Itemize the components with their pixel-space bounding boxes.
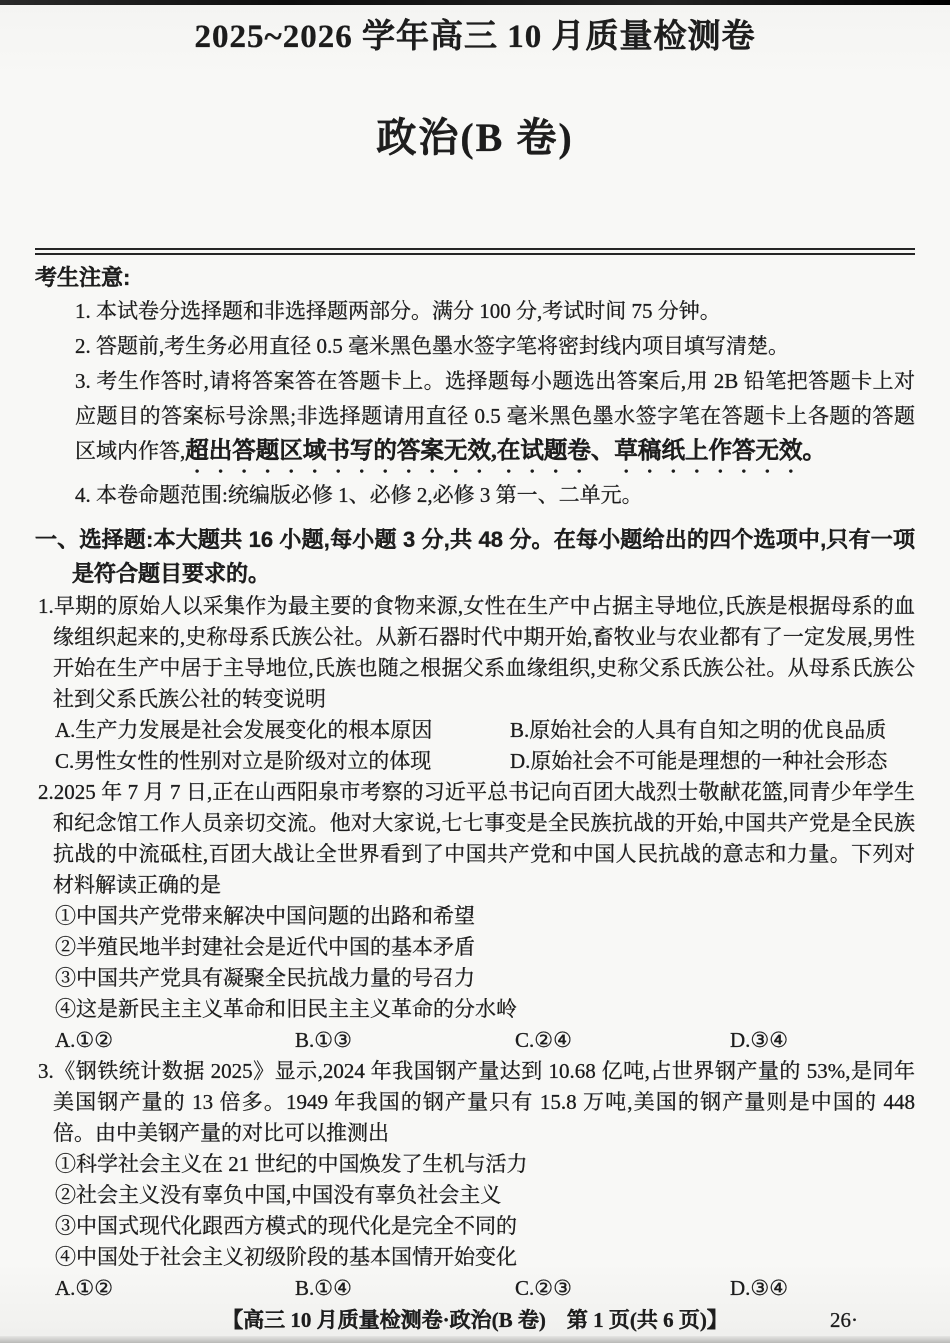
question-2-subitem-2: ②半殖民地半封建社会是近代中国的基本矛盾 xyxy=(55,935,475,959)
question-3-choices xyxy=(35,1273,915,1304)
question-1 xyxy=(35,591,915,777)
notice-item-2: 2. 答题前,考生务必用直径 0.5 毫米黑色墨水签字笔将密封线内项目填写清楚。 xyxy=(75,334,789,358)
question-2-choice-a: A.①② xyxy=(55,1028,114,1052)
question-1-options xyxy=(35,715,915,777)
question-3-stem: 《钢铁统计数据 2025》显示,2024 年我国钢产量达到 10.68 亿吨,占世界钢产量的 53%,是同年美国钢产量的 13 倍多。1949 年我国的钢产量只有 15.8 万吨,美国的钢产量则是中国的 448 倍。由中美钢产量的对比可以推测出 xyxy=(53,1059,915,1145)
notice-item-3-text: 3. 考生作答时,请将答案答在答题卡上。选择题每小题选出答案后,用 2B 铅笔把答题卡上对应题目的答案标号涂黑;非选择题请用直径 0.5 毫米黑色墨水签字笔在答题卡上各题的答题区域内作答, xyxy=(75,369,915,463)
double-rule-divider xyxy=(35,248,915,255)
question-2-subitem-1: ①中国共产党带来解决中国问题的出路和希望 xyxy=(55,904,475,928)
question-1-option-b: B.原始社会的人具有自知之明的优良品质 xyxy=(510,718,887,742)
question-1-option-c: C.男性女性的性别对立是阶级对立的体现 xyxy=(55,749,432,773)
question-3-choice-b: B.①④ xyxy=(295,1276,352,1300)
question-2-subitem-3: ③中国共产党具有凝聚全民抗战力量的号召力 xyxy=(55,966,475,990)
page-footer: 【高三 10 月质量检测卷·政治(B 卷) 第 1 页(共 6 页)】 xyxy=(222,1308,728,1332)
question-2-stem: 2025 年 7 月 7 日,正在山西阳泉市考察的习近平总书记向百团大战烈士敬献花篮,同青少年学生和纪念馆工作人员亲切交流。他对大家说,七七事变是全民族抗战的开始,中国共产党是全民族抗战的中流砥柱,百团大战让全世界看到了中国共产党和中国人民抗战的意志和力量。下列对材料解读正确的是 xyxy=(53,780,915,897)
exam-subtitle: 政治(B 卷) xyxy=(376,115,574,160)
notice-item-3-emphasis: 超出答题区域书写的答案无效,在试题卷、草稿纸上作答无效。 xyxy=(185,438,827,464)
notice-item-4: 4. 本卷命题范围:统编版必修 1、必修 2,必修 3 第一、二单元。 xyxy=(75,483,643,507)
question-2-choice-c: C.②④ xyxy=(515,1028,572,1052)
question-3-choice-d: D.③④ xyxy=(730,1276,789,1300)
question-1-option-d: D.原始社会不可能是理想的一种社会形态 xyxy=(510,749,888,773)
question-3-subitem-1: ①科学社会主义在 21 世纪的中国焕发了生机与活力 xyxy=(55,1152,528,1176)
question-3-subitem-4: ④中国处于社会主义初级阶段的基本国情开始变化 xyxy=(55,1245,517,1269)
notice-heading: 考生注意: xyxy=(35,265,131,290)
question-2-choices xyxy=(35,1025,915,1056)
question-2-choice-d: D.③④ xyxy=(730,1028,789,1052)
question-1-number: 1. xyxy=(38,594,54,618)
notice-item-3 xyxy=(75,364,915,478)
question-3-choice-a: A.①② xyxy=(55,1276,114,1300)
question-3-choice-c: C.②③ xyxy=(515,1276,572,1300)
question-3-number: 3. xyxy=(38,1059,54,1083)
question-3 xyxy=(35,1056,915,1304)
section-1-heading: 一、选择题:本大题共 16 小题,每小题 3 分,共 48 分。在每小题给出的四个选项中,只有一项是符合题目要求的。 xyxy=(35,527,915,586)
question-3-subitem-3: ③中国式现代化跟西方模式的现代化是完全不同的 xyxy=(55,1214,517,1238)
scan-edge-bottom xyxy=(0,1336,950,1343)
question-2-subitem-4: ④这是新民主主义革命和旧民主主义革命的分水岭 xyxy=(55,997,517,1021)
page-footer-code: 26· xyxy=(830,1308,858,1332)
scan-edge-top xyxy=(0,0,950,5)
question-1-stem: 早期的原始人以采集作为最主要的食物来源,女性在生产中占据主导地位,氏族是根据母系的血缘组织起来的,史称母系氏族公社。从新石器时代中期开始,畜牧业与农业都有了一定发展,男性开始在生产中居于主导地位,氏族也随之根据父系血缘组织,史称父系氏族公社。从母系氏族公社到父系氏族公社的转变说明 xyxy=(53,594,915,711)
question-2-number: 2. xyxy=(38,780,54,804)
question-3-subitem-2: ②社会主义没有辜负中国,中国没有辜负社会主义 xyxy=(55,1183,502,1207)
notice-item-1: 1. 本试卷分选择题和非选择题两部分。满分 100 分,考试时间 75 分钟。 xyxy=(75,299,721,323)
question-2-choice-b: B.①③ xyxy=(295,1028,352,1052)
question-2 xyxy=(35,777,915,1056)
question-1-option-a: A.生产力发展是社会发展变化的根本原因 xyxy=(55,718,433,742)
exam-title: 2025~2026 学年高三 10 月质量检测卷 xyxy=(194,19,756,55)
